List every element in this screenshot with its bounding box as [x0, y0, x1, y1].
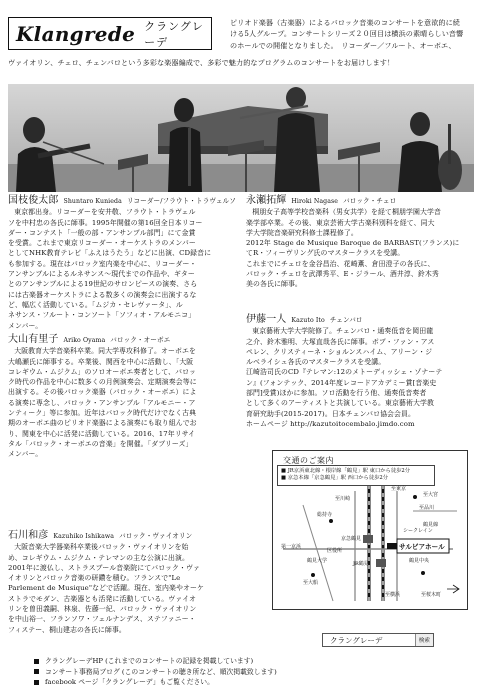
- map-hall-label: サルビアホール: [399, 543, 445, 551]
- list-item[interactable]: [34, 667, 277, 678]
- performer-name: 大山有里子: [8, 334, 59, 345]
- bio-line: リンを曽田義嗣、林泉、佐藤一紀、バロック・ヴァイオリン: [8, 605, 197, 614]
- map-label: 至東京: [391, 486, 407, 492]
- bio-line: には古楽器オーケストラによる数多くの演奏会に出演するな: [8, 290, 197, 299]
- bio-line: 2012年 Stage de Musique Baroque de BARBAST(フランス)に: [246, 239, 460, 248]
- bio-line: る演奏に専念し、バロック・アンサンブル「アルモニー・ア: [8, 398, 196, 407]
- bio-line: バロック・チェロを武澤秀平、E・ジラール、酒井淳、鈴木秀: [246, 270, 439, 279]
- search-box[interactable]: [322, 633, 434, 647]
- bio-line: 2001年に渡仏し、ストラスブール音楽院にてバロック・ヴァ: [8, 563, 200, 572]
- bio-line: タル「バロック・オーボエの音楽」を開催。「ダブリーズ」: [8, 439, 193, 448]
- bio-line: 東京藝術大学大学院修了。チェンバロ・通奏低音を岡田龍: [252, 327, 434, 336]
- performer-name-latin: Kazuhiko Ishikawa: [53, 533, 115, 540]
- bio-line: 期のオーボエ曲のピリオド楽器による演奏にも取り組んでお: [8, 419, 197, 428]
- map-label: 至横浜: [385, 592, 401, 598]
- performer-instrument: バロック・オーボエ: [110, 336, 171, 344]
- bio-line: ストラでモダン、古楽器とも活発に活動している。ヴァイオ: [8, 594, 196, 603]
- performer-name-latin: Hiroki Nagase: [291, 198, 339, 205]
- list-item[interactable]: [34, 677, 277, 688]
- bio-line: イオリンとバロック音楽の研鑽を積む。フランスで"Le: [8, 574, 181, 583]
- bio-line: ンティーク」等に参加。近年はバロック時代だけでなく古典: [8, 409, 197, 418]
- link-text[interactable]: facebook ページ「クラングレーデ」もご覧ください。: [45, 678, 214, 686]
- bio-line: 東京都出身。リコーダーを安井敬、フラウト・トラヴェル: [14, 208, 196, 217]
- bio-line: も参加する。現在はバロック室内楽を中心に、リコーダー・: [8, 259, 197, 268]
- bullet-square-icon: [34, 680, 39, 685]
- bio-line: てR・フィーヴリング氏のマスタークラスを受講。: [246, 249, 405, 258]
- performer-name-latin: Kazuto Ito: [291, 317, 325, 324]
- bio-line: とのアンサンブルによる19世紀のサロンピースの演奏、さら: [8, 280, 198, 289]
- performer-name: 伊藤一人: [246, 314, 287, 325]
- performer-instrument: バロック・ヴァイオリン: [119, 532, 193, 540]
- bio-line: 大阪教育大学音楽科卒業。同大学専攻科修了。オーボエを: [14, 347, 196, 356]
- map-label: 鶴見線: [423, 522, 439, 528]
- bio-header: [8, 196, 263, 207]
- list-item[interactable]: [34, 656, 277, 667]
- map-label: 区役所: [327, 548, 343, 554]
- map-label: 至品川: [419, 505, 435, 511]
- bio-line: 美の各氏に師事。: [246, 280, 302, 289]
- map-label: 鶴見大学: [307, 558, 328, 564]
- bio-line: ク時代の作品を中心に数多くの月例演奏会、定期演奏会等に: [8, 378, 197, 387]
- bio-line: 育研究助手(2015-2017)。日本チェンバロ協会会員。: [246, 409, 416, 418]
- bio-line: ソを中村忠の各氏に師事。1995年開催の第16回全日本リコー: [8, 218, 203, 227]
- ensemble-photo-illustration: [8, 84, 474, 192]
- bio-line: メンバー。: [8, 450, 43, 459]
- bio-line: を受賞。これまで東京リコーダー・オーケストラのメンバー: [8, 239, 196, 248]
- bullet-square-icon: [34, 659, 39, 664]
- bio-line: フィステー、桐山建志の各氏に師事。: [8, 625, 126, 634]
- map-label: 総持寺: [317, 512, 333, 518]
- bio-line: ネサンス・フルート・コンソート「ソフィオ・アルモニコ」: [8, 311, 196, 320]
- group-logo: [8, 17, 212, 50]
- homepage-link[interactable]: ホームページ http://kazutoitocembalo.jimdo.com: [246, 419, 415, 428]
- bio-line: としてNHK教育テレビ「ふえはうたう」などに出演、CD録音に: [8, 249, 212, 258]
- map-legend-line: ■ JR京浜東北線・根岸線「鶴見」駅 東口から徒歩2分: [281, 468, 411, 474]
- bio-header: [246, 315, 474, 326]
- access-map: [272, 450, 468, 610]
- map-legend: [277, 465, 435, 486]
- bio-line: として多くのアーティストと共演している。東京藝術大学教: [246, 399, 434, 408]
- map-label: JR鶴見: [353, 561, 369, 567]
- bio-line: 江崎浩司氏のCD『テレマン:12のメトーディッシェ・ゾナーテ: [246, 368, 443, 377]
- performer-instrument: チェンバロ: [329, 316, 363, 324]
- intro-line: ヴァイオリン、チェロ、チェンバロという多彩な楽器編成で、多彩で魅力的なプログラムのコンサートをお届けします！: [8, 58, 395, 67]
- link-text[interactable]: クラングレーデHP (これまでのコンサートの記録を掲載しています): [45, 657, 254, 665]
- map-title: 交通のご案内: [283, 456, 334, 465]
- bio-line: メンバー。: [8, 321, 43, 330]
- bio-line: コレギウム・ムジクム」のソロオーボエ奏者として、バロッ: [8, 367, 196, 376]
- bio-line: ペレン、クリスティーネ・ショルンスハイム、アリーン・ジ: [246, 347, 433, 356]
- bio-line: 部門]受賞)ほかに参加。ソロ活動を行う他、通奏低音奏者: [246, 389, 427, 398]
- map-label: 至大宮: [423, 492, 439, 498]
- bullet-square-icon: [34, 669, 39, 674]
- bio-line: ダー・コンテスト「一般の部・アンサンブル部門」にて金賞: [8, 228, 196, 237]
- performer-name-latin: Ariko Oyama: [63, 337, 106, 344]
- bio-header: [8, 531, 263, 542]
- bio-line: Parlement de Musique"などで活躍。現在、室内楽やオーケ: [8, 584, 204, 593]
- bio-line: 出演する。その後バロック楽器（バロック・オーボエ）によ: [8, 388, 197, 397]
- bio-line: ルベライシュ各氏のマスタークラスを受講。: [246, 358, 386, 367]
- performer-name: 永瀬拓輝: [246, 195, 287, 206]
- bio-line: アンサンブルによるルネサンス〜現代までの作品や、ギター: [8, 270, 195, 279]
- map-label: 至川崎: [335, 496, 351, 502]
- map-label: 至大船: [303, 580, 319, 586]
- intro-line: ピリオド楽器（古楽器）によるバロック音楽のコンサートを意欲的に続: [230, 18, 460, 27]
- search-input[interactable]: クラングレーデ: [330, 635, 383, 645]
- performer-name-latin: Shuntaro Kunieda: [63, 198, 122, 205]
- bio-header: [246, 196, 474, 207]
- bio-kunieda: [8, 196, 263, 331]
- bio-line: を中山裕一、フランソワ・フェルナンデス、ステファニー・: [8, 615, 196, 624]
- map-label: 鶴見中央: [409, 558, 430, 564]
- search-button[interactable]: 検索: [415, 634, 433, 646]
- intro-line: のホールでの開催となりました。 リコーダー／フルート、オーボエ、: [230, 40, 456, 50]
- performer-instrument: バロック・チェロ: [343, 197, 397, 205]
- map-label: 第一京浜: [281, 544, 302, 550]
- logo-kana-text: クラングレーデ: [144, 19, 204, 49]
- bio-line: り、関東を中心に活発に活動している。2016、17年リサイ: [8, 429, 196, 438]
- intro-text: [230, 17, 473, 51]
- map-legend-line: ■ 京急本線「京急鶴見」駅 西口から徒歩2分: [281, 475, 389, 482]
- bio-header: [8, 335, 263, 346]
- bio-line: め、コレギウム・ムジクム・テレマンの主な公演に出演。: [8, 553, 189, 562]
- performer-instrument: リコーダー/フラウト・トラヴェルソ: [126, 197, 236, 205]
- logo-latin-text: Klangrede: [16, 21, 136, 46]
- intro-line: ける5人グループ。コンサートシリーズ２０回目は横浜の素晴らしい音響: [230, 29, 464, 39]
- performer-name: 石川和彦: [8, 530, 49, 541]
- bio-line: ン』(フォンテック、2014年度レコードアカデミー賞[音楽史: [246, 378, 437, 387]
- bio-ito: [246, 315, 474, 429]
- performer-name: 国枝俊太郎: [8, 195, 59, 206]
- bio-line: 学大学院音楽研究科修士課程修了。: [246, 228, 358, 237]
- map-label: シークレイン: [403, 528, 433, 534]
- bio-line: これまでにチェロを金谷昌治、花崎薫、倉田澄子の各氏に、: [246, 259, 435, 268]
- bio-oyama: [8, 335, 263, 460]
- map-label: 京急鶴見: [341, 536, 362, 542]
- ensemble-photo: [8, 84, 474, 192]
- bio-line: ど、幅広く活動している。「ムジカ・セレヴァータ」、ル: [8, 300, 183, 309]
- map-label: 至桜木町: [421, 592, 442, 598]
- bio-line: 大阪音楽大学器楽科卒業後バロック・ヴァイオリンを始: [14, 543, 189, 552]
- bio-line: 桐朋女子高等学校音楽科（男女共学）を経て桐朋学園大学音: [252, 208, 441, 217]
- bio-line: 大嶋瀬氏に師事する。卒業後、関西を中心に活動し、「大阪: [8, 357, 194, 366]
- bio-line: 之介、鈴木雅明、大塚直哉各氏に師事。ボブ・ファン・アス: [246, 337, 435, 346]
- bio-ishikawa: [8, 531, 263, 635]
- link-text[interactable]: コンサート事務局ブログ (このコンサートの聴き所など、順次掲載致します): [45, 667, 277, 676]
- bio-nagase: [246, 196, 474, 290]
- bio-line: 楽学部卒業。その後、東京芸術大学古楽科別科を経て、同大: [246, 218, 435, 227]
